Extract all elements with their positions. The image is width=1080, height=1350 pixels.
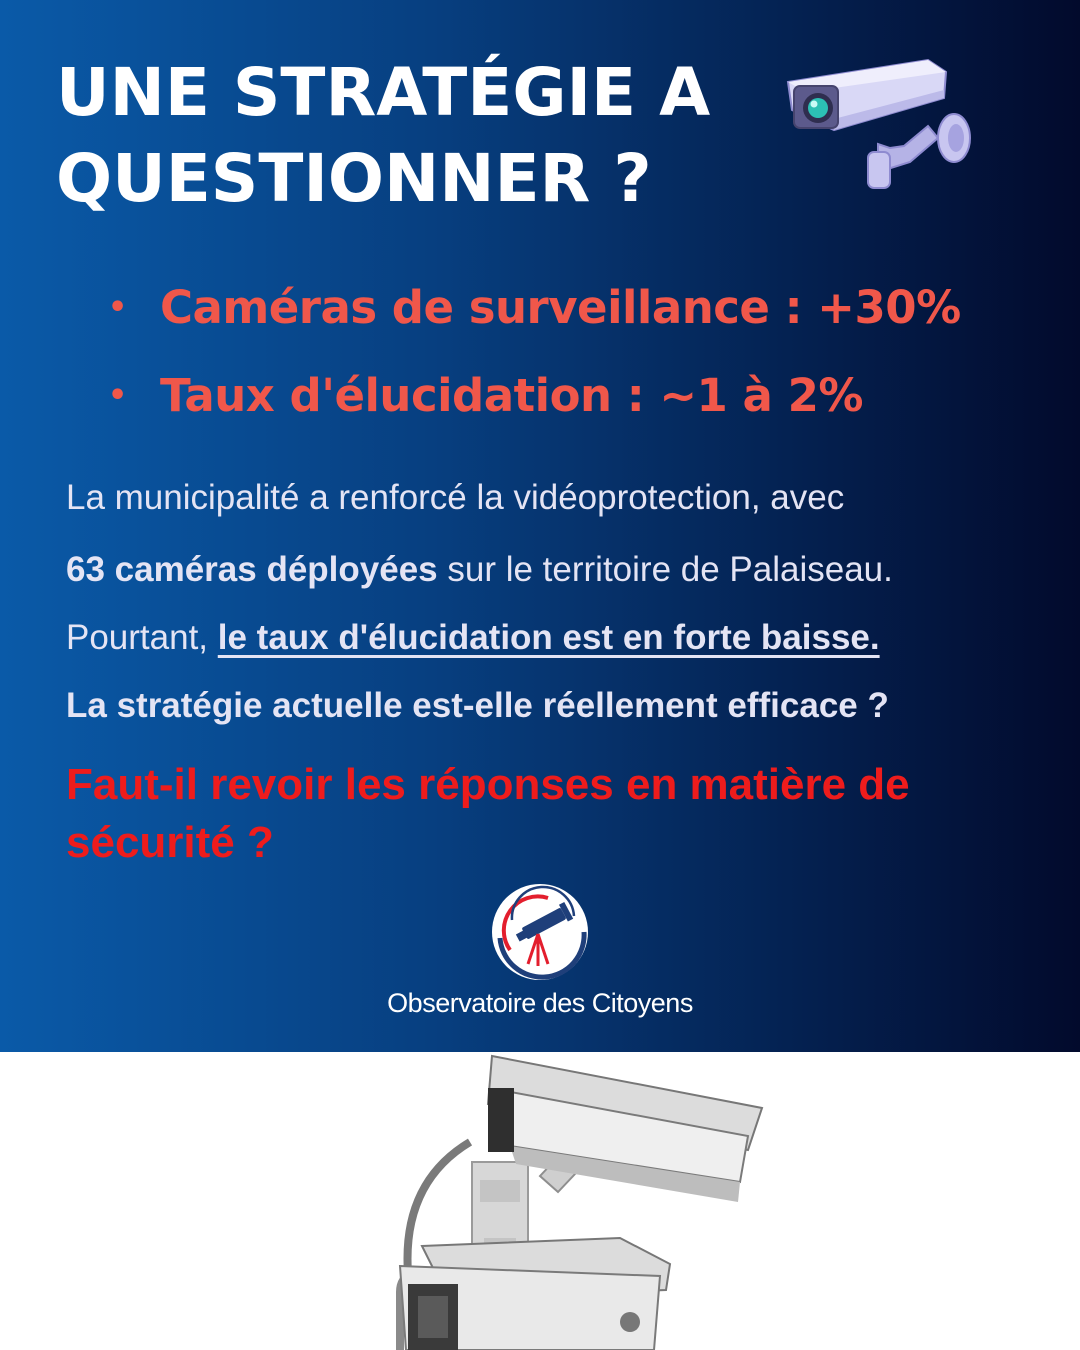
body-paragraph-2 bbox=[66, 550, 893, 590]
stat-elucidation bbox=[108, 358, 961, 446]
headline-line-2: QUESTIONNER ? bbox=[56, 140, 652, 217]
strategy-question: La stratégie actuelle est-elle réellement efficace ? bbox=[66, 686, 889, 725]
stat-elucidation-text: Taux d'élucidation : ~1 à 2% bbox=[160, 369, 863, 422]
body-paragraph-3 bbox=[66, 618, 880, 658]
pourtant-text: Pourtant, bbox=[66, 618, 218, 657]
bottom-photo-area bbox=[0, 1052, 1080, 1350]
body-paragraph-1: La municipalité a renforcé la vidéoprotection, avec bbox=[66, 478, 845, 517]
headline bbox=[56, 50, 756, 222]
telescope-icon bbox=[488, 880, 592, 984]
security-camera-icon bbox=[778, 52, 978, 202]
bullet-2: • bbox=[108, 378, 127, 413]
security-question bbox=[66, 756, 1026, 872]
territory-text: sur le territoire de Palaiseau. bbox=[437, 550, 893, 589]
headline-line-1: UNE STRATÉGIE A bbox=[56, 54, 711, 131]
stat-cameras bbox=[108, 270, 961, 358]
cameras-count-text: 63 caméras déployées bbox=[66, 550, 438, 589]
security-cameras-photo bbox=[360, 1052, 800, 1350]
security-question-line-2: sécurité ? bbox=[66, 818, 274, 867]
decline-statement: le taux d'élucidation est en forte baisse. bbox=[217, 618, 880, 657]
stat-cameras-text: Caméras de surveillance : +30% bbox=[160, 281, 961, 334]
logo-wordmark: Observatoire des Citoyens bbox=[387, 988, 693, 1018]
stats-list bbox=[108, 270, 961, 446]
security-question-line-1: Faut-il revoir les réponses en matière de bbox=[66, 760, 910, 809]
bullet-1: • bbox=[108, 290, 127, 325]
